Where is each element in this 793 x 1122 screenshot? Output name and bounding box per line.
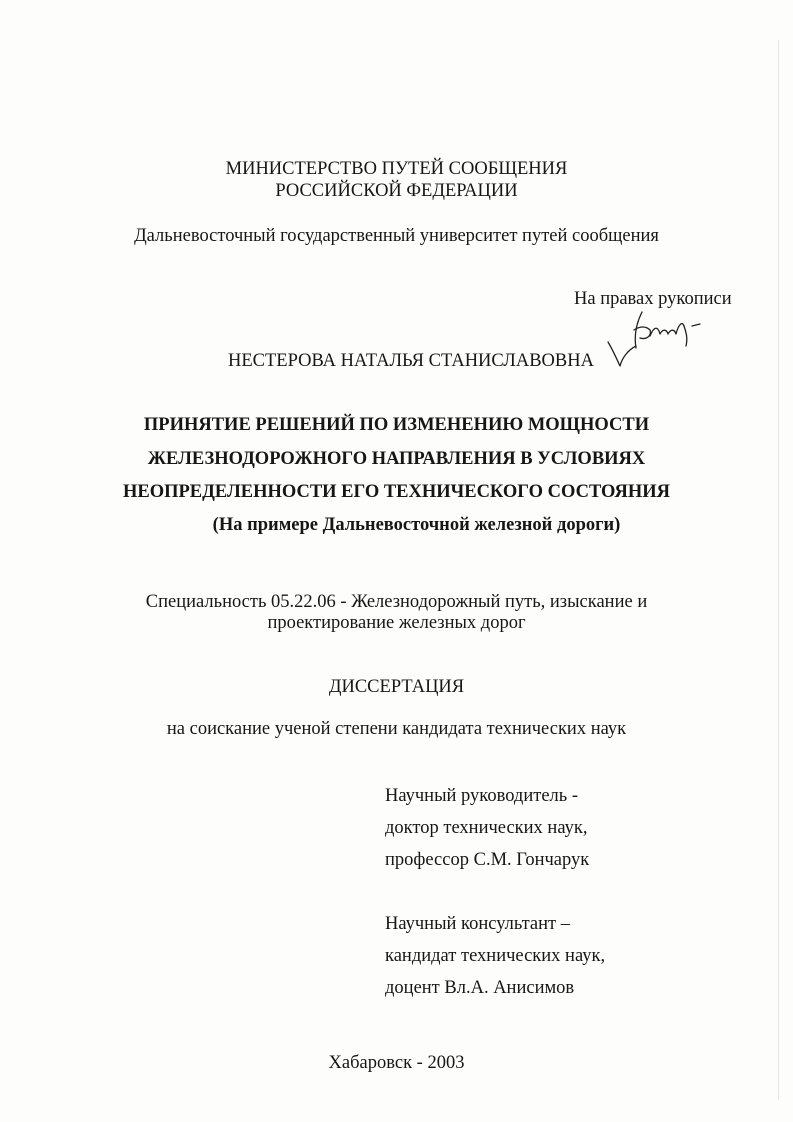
title-subtitle: (На примере Дальневосточной железной дороги) — [212, 515, 621, 535]
supervisor-name: профессор С.М. Гончарук — [385, 850, 590, 870]
ministry-line-1: МИНИСТЕРСТВО ПУТЕЙ СООБЩЕНИЯ — [225, 159, 568, 179]
consultant-role: Научный консультант – — [385, 914, 570, 934]
scan-edge-line — [778, 40, 779, 1100]
title-line-3: НЕОПРЕДЕЛЕННОСТИ ЕГО ТЕХНИЧЕСКОГО СОСТОЯНИЯ — [122, 482, 671, 502]
title-line-1: ПРИНЯТИЕ РЕШЕНИЙ ПО ИЗМЕНЕНИЮ МОЩНОСТИ — [143, 415, 650, 435]
author-signature — [606, 306, 706, 370]
ministry-line-2: РОССИЙСКОЙ ФЕДЕРАЦИИ — [275, 181, 518, 201]
consultant-degree: кандидат технических наук, — [385, 946, 606, 966]
specialty-line-2: проектирование железных дорог — [267, 613, 526, 633]
supervisor-role: Научный руководитель - — [385, 786, 578, 806]
manuscript-note: На правах рукописи — [574, 289, 732, 309]
degree-line: на соискание ученой степени кандидата технических наук — [166, 719, 627, 739]
university-name: Дальневосточный государственный университет путей сообщения — [134, 226, 659, 246]
consultant-name: доцент Вл.А. Анисимов — [385, 978, 575, 998]
document-type: ДИССЕРТАЦИЯ — [328, 677, 465, 697]
specialty-line-1: Специальность 05.22.06 - Железнодорожный путь, изыскание и — [145, 592, 648, 612]
supervisor-degree: доктор технических наук, — [385, 818, 588, 838]
author-name: НЕСТЕРОВА НАТАЛЬЯ СТАНИСЛАВОВНА — [228, 351, 594, 371]
city-year: Хабаровск - 2003 — [328, 1053, 465, 1073]
title-line-2: ЖЕЛЕЗНОДОРОЖНОГО НАПРАВЛЕНИЯ В УСЛОВИЯХ — [147, 449, 646, 469]
